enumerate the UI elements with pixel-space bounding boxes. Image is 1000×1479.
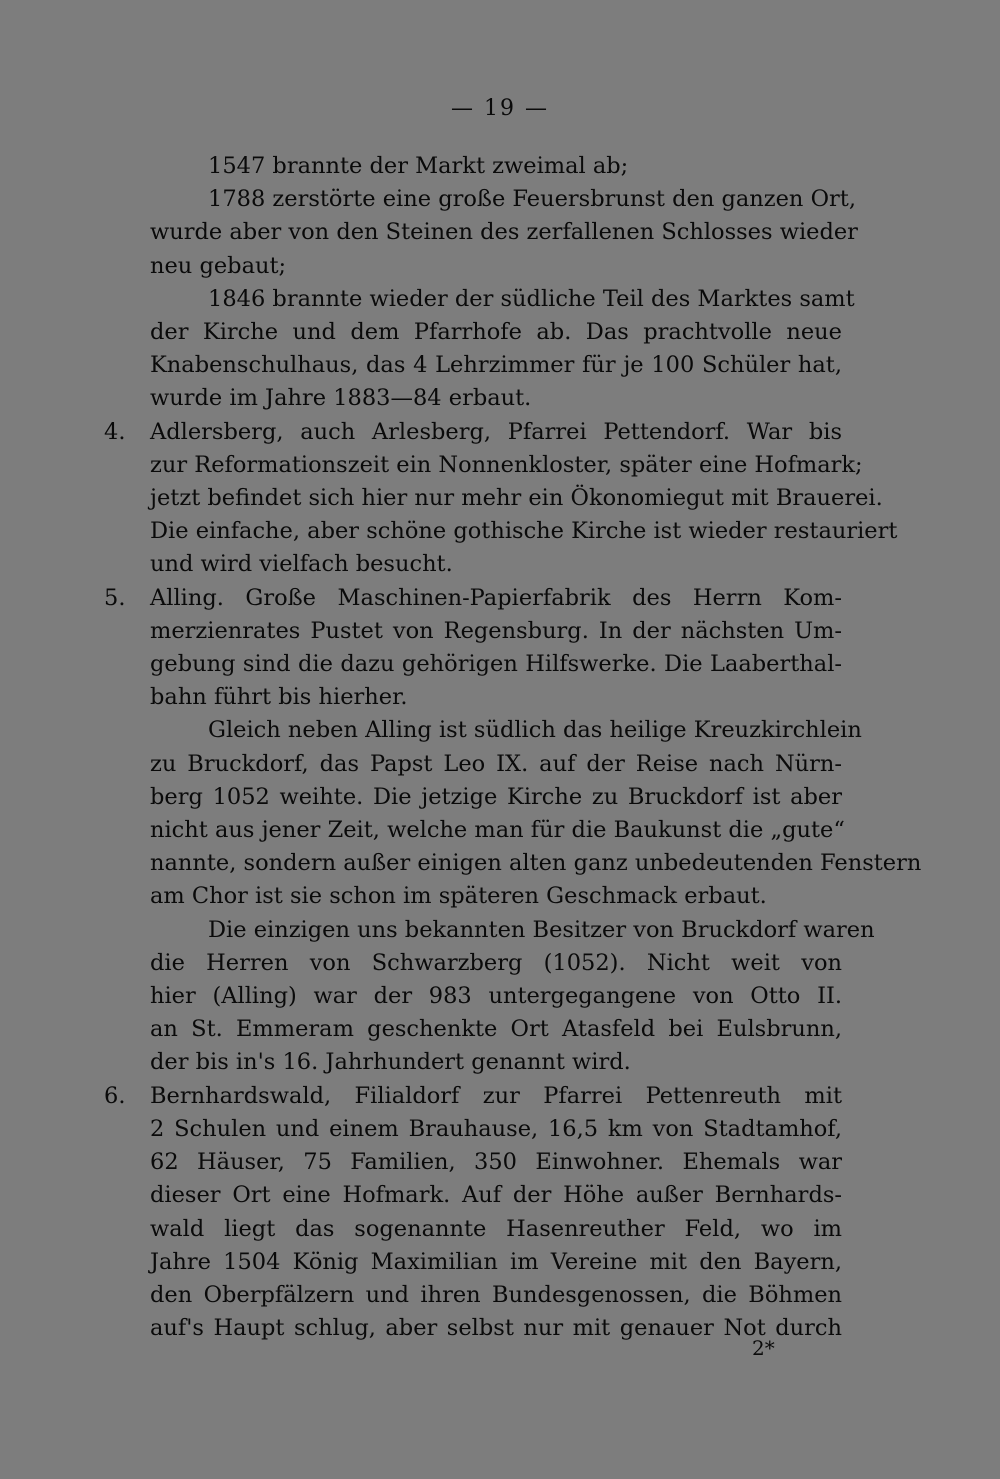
text-line: 1788 zerstörte eine große Feuersbrunst den ganzen Ort, xyxy=(208,186,856,213)
text-line: neu gebaut; xyxy=(150,252,287,279)
text-line: Adlersberg, auch Arlesberg, Pfarrei Pettendorf. War bis xyxy=(150,418,842,445)
entry-adlersberg xyxy=(104,416,842,449)
text-line: die Herren von Schwarzberg (1052). Nicht weit von xyxy=(150,949,842,976)
text-line: jetzt befindet sich hier nur mehr ein Ökonomiegut mit Brauerei. xyxy=(150,485,883,512)
page-number: — 19 — xyxy=(451,96,549,121)
body-text xyxy=(104,150,922,1345)
text-line: am Chor ist sie schon im späteren Geschmack erbaut. xyxy=(150,883,767,910)
text-line: wald liegt das sogenannte Hasenreuther Feld, wo im xyxy=(150,1215,842,1242)
text-line: 1547 brannte der Markt zweimal ab; xyxy=(208,153,629,179)
signature-mark: 2* xyxy=(752,1336,775,1360)
item-number: 6. xyxy=(104,1082,126,1109)
text-line: wurde im Jahre 1883—84 erbaut. xyxy=(150,385,532,412)
text-line: merzienrates Pustet von Regensburg. In der nächsten Um- xyxy=(150,617,842,644)
text-line: hier (Alling) war der 983 untergegangene von Otto II. xyxy=(150,983,842,1010)
item-number: 5. xyxy=(104,584,126,611)
text-line: dieser Ort eine Hofmark. Auf der Höhe außer Bernhards- xyxy=(150,1182,842,1209)
text-line: nannte, sondern außer einigen alten ganz unbedeutenden Fenstern xyxy=(150,850,922,877)
text-line: der bis in's 16. Jahrhundert genannt wird. xyxy=(150,1049,631,1076)
item-number: 4. xyxy=(104,418,126,445)
text-line: Die einzigen uns bekannten Besitzer von Bruckdorf waren xyxy=(208,916,875,943)
entry-bernhardswald xyxy=(104,1080,842,1113)
text-line: nicht aus jener Zeit, welche man für die Baukunst die „gute“ xyxy=(150,817,845,844)
text-line: Jahre 1504 König Maximilian im Vereine mit den Bayern, xyxy=(150,1248,842,1275)
entry-alling xyxy=(104,582,842,615)
text-line: 62 Häuser, 75 Familien, 350 Einwohner. Ehemals war xyxy=(150,1149,842,1176)
text-line: an St. Emmeram geschenkte Ort Atasfeld bei Eulsbrunn, xyxy=(150,1016,842,1043)
text-line: 2 Schulen und einem Brauhause, 16,5 km von Stadtamhof, xyxy=(150,1115,842,1142)
text-line: berg 1052 weihte. Die jetzige Kirche zu Bruckdorf ist aber xyxy=(150,783,842,810)
text-line: gebung sind die dazu gehörigen Hilfswerke. Die Laaberthal- xyxy=(150,651,842,678)
text-line: und wird vielfach besucht. xyxy=(150,551,453,578)
text-line: Gleich neben Alling ist südlich das heilige Kreuzkirchlein xyxy=(208,717,862,744)
text-line: Knabenschulhaus, das 4 Lehrzimmer für je 100 Schüler hat, xyxy=(150,352,842,379)
text-line: auf's Haupt schlug, aber selbst nur mit genauer Not durch xyxy=(150,1315,842,1342)
text-line: Die einfache, aber schöne gothische Kirche ist wieder restauriert xyxy=(150,518,898,545)
text-line: der Kirche und dem Pfarrhofe ab. Das prachtvolle neue xyxy=(150,319,842,346)
text-line: Alling. Große Maschinen-Papierfabrik des Herrn Kom- xyxy=(150,584,842,611)
text-line: zu Bruckdorf, das Papst Leo IX. auf der Reise nach Nürn- xyxy=(150,750,842,777)
text-line: den Oberpfälzern und ihren Bundesgenossen, die Böhmen xyxy=(150,1281,842,1308)
text-line: wurde aber von den Steinen des zerfallenen Schlosses wieder xyxy=(150,219,858,246)
text-line: Bernhardswald, Filialdorf zur Pfarrei Pettenreuth mit xyxy=(150,1082,842,1109)
text-line: bahn führt bis hierher. xyxy=(150,684,408,711)
text-line: 1846 brannte wieder der südliche Teil des Marktes samt xyxy=(208,285,855,312)
text-line: zur Reformationszeit ein Nonnenkloster, später eine Hofmark; xyxy=(150,451,863,478)
